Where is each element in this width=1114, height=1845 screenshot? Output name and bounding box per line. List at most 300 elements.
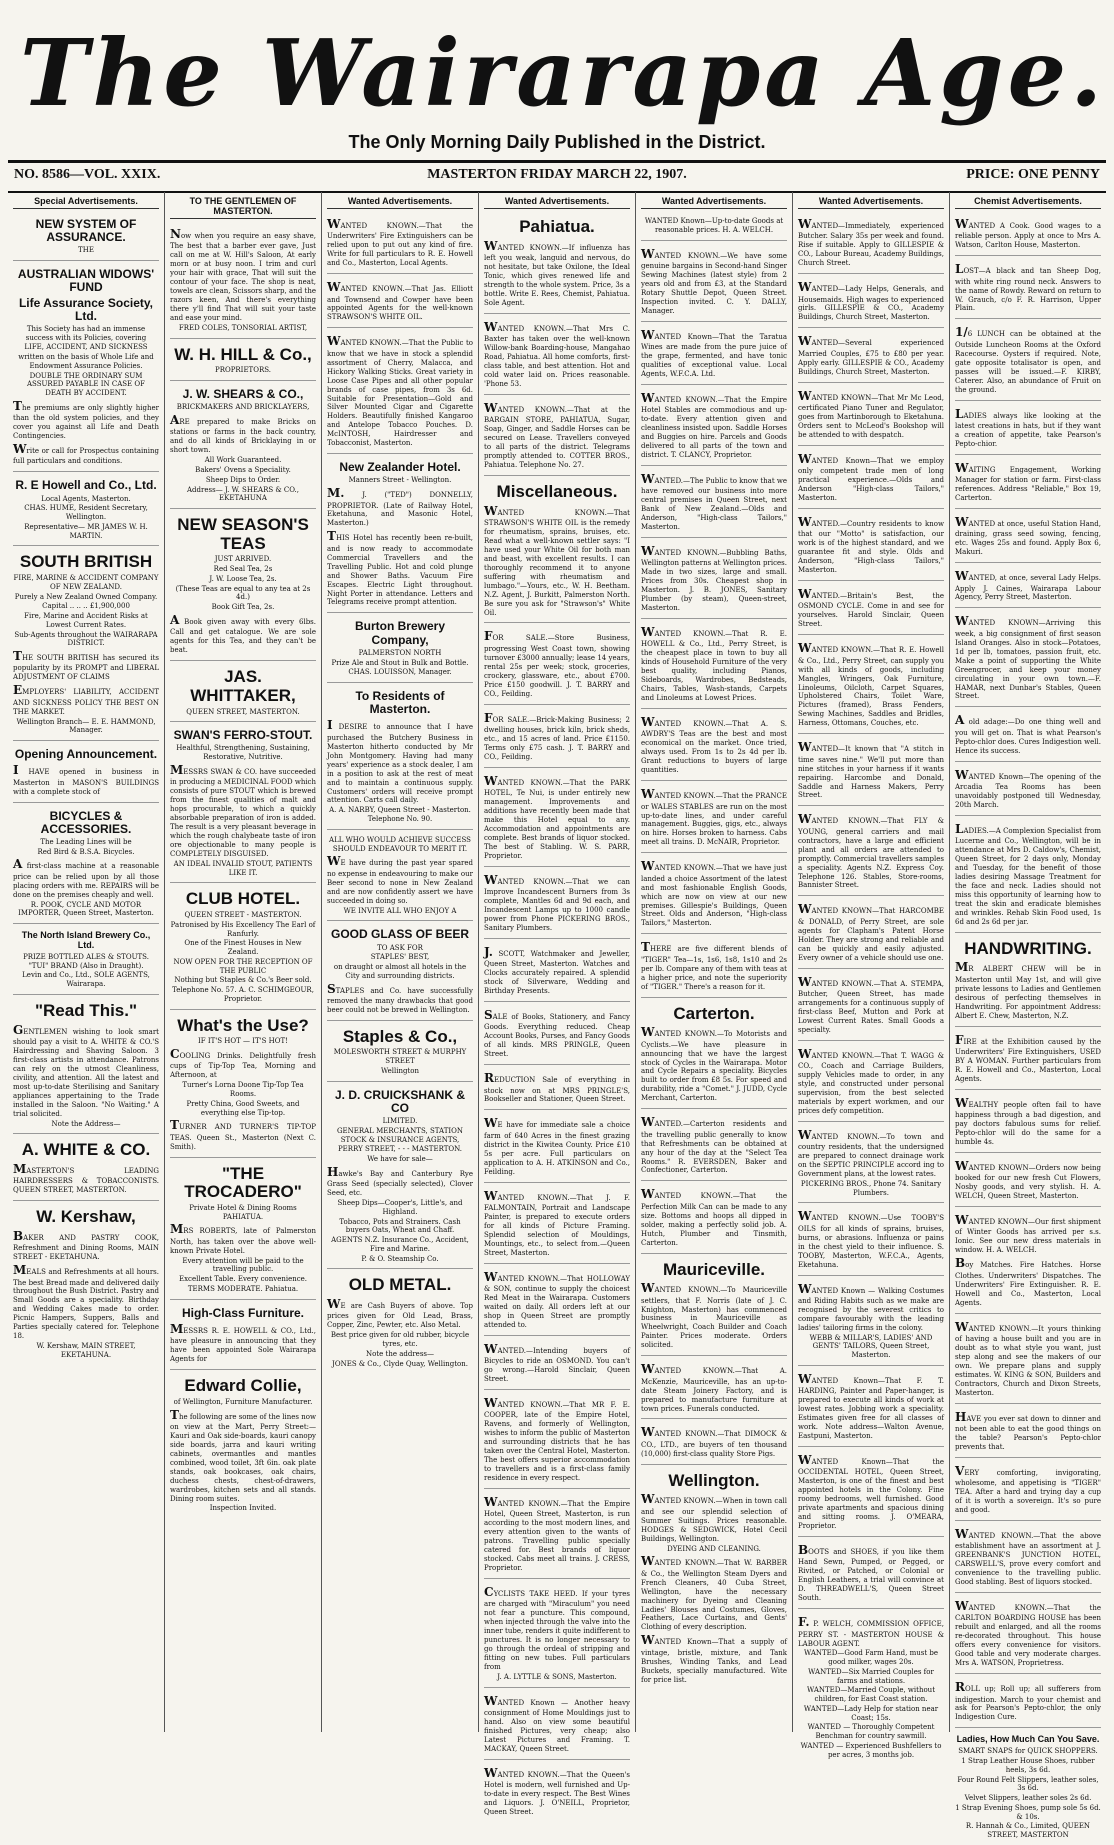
issue-number: NO. 8586—VOL. XXIX. [14, 167, 161, 182]
advertisement [170, 663, 316, 722]
advertisement-text: Patronised by His Excellency The Earl of Ranfurly. [170, 920, 316, 938]
advertisement [170, 511, 316, 661]
advertisement [484, 1067, 630, 1110]
advertisement-text: WANTED Known—The opening of the Arcadia Tea Rooms has been unavoidably postponed till Wednesday, 20th March. [955, 767, 1101, 809]
advertisement-text: WANTED KNOWN.—That the above establishment have an assortment at J. GREENBANK'S JUNCTION HOTEL, CARSWELL'S, prove every comfort and convenience to the travelling public. Good stabling. Best of liquors stocked. [955, 1526, 1101, 1587]
advertisement-text: Boy Matches. Fire Hatches. Horse Clothes. Underwriters' Dispatches. The Underwriters' Fire Extinguisher. R. E. Howell and Co., Masterton, Local Agents. [955, 1256, 1101, 1307]
advertisement-text: WANTED KNOWN.—That MR F. E. COOPER, late of the Empire Hotel, Ravens, and formerly of Wellington, wishes to inform the public of Masterton and surrounding districts that he has taken over the Central Hotel, Masterton. The best offers superior accommodation to travellers and is a first-class family residence in every respect. [484, 1395, 630, 1482]
advertisement-text: WANTED—Good Farm Hand, must be good milker, wages 20s. [803, 1649, 939, 1667]
advertisement-text: The Leading Lines will be [40, 837, 132, 846]
advertisement-text: WANTED.—Intending buyers of Bicycles to ride an OSMOND. You can't go wrong.—Harold Sinclair, Queen Street. [484, 1341, 630, 1384]
advertisement [641, 387, 787, 466]
advertisement [641, 1256, 787, 1357]
advertisement-text: WANTED KNOWN.—When in town call and see our splendid selection of Summer Suitings. Prices reasonable. HODGES & SEDGWICK, Hotel Cecil Buildings, Wellington. [641, 1492, 787, 1543]
advertisement-text: All Work Guaranteed. [204, 456, 282, 465]
advertisement [798, 385, 944, 446]
advertisement-text: WANTED—Married Couple, without children, for East Coast station. [806, 1686, 936, 1704]
advertisement-text: PICKERING BROS., Phone 74. Sanitary Plumbers. [800, 1179, 942, 1197]
advertisement-text: WANTED KNOWN—Orders now being booked for our new fresh Cut Flowers, Nosby goods, and very stylish. H. A. WELCH, Queen Street, Masterton. [955, 1158, 1101, 1201]
advertisement-text: J. W. Loose Tea, 2s. [209, 574, 277, 583]
advertisement [798, 898, 944, 968]
advertisement-text: Pretty China, Good Sweets, and everything else Tip-top. [186, 1099, 300, 1117]
advertisement-headline: GOOD GLASS OF BEER [330, 927, 469, 942]
advertisement [484, 1112, 630, 1182]
advertisement [955, 1523, 1101, 1593]
advertisement-headline: NEW SEASON'S TEAS [177, 515, 309, 553]
advertisement [798, 448, 944, 509]
advertisement-text: WANTED KNOWN.—That the CARLTON BOARDING HOUSE has been rebuilt and enlarged, and all the rooms re-decorated throughout. This house offers every convenience for visitors. Good table and very moderate charges. Mrs A. WATSON, Proprietress. [955, 1599, 1101, 1668]
advertisement-columns [8, 192, 1106, 1839]
advertisement-text: MEALS and Refreshments at all hours. The best Bread made and delivered daily throughout the Bush District. Pastry and Small Goods are a speciality. Birthday and Wedding Cakes made to order. Picnic Hampers, Suppers, Balls and Parties specially catered for. Telephone 18. [13, 1263, 159, 1341]
column-6 [793, 192, 950, 1759]
advertisement-text: F. P. WELCH, COMMISSION OFFICE, PERRY ST. - MASTERTON HOUSE & LABOUR AGENT. [798, 1615, 944, 1648]
advertisement [327, 456, 473, 613]
advertisement [798, 736, 944, 806]
advertisement [327, 276, 473, 328]
advertisement-text: Fire, Marine and Accident Risks at Lowest Current Rates. [24, 612, 148, 629]
advertisement-text: WANTED — Thoroughly Competent Benchman for country sawmill. [807, 1723, 935, 1741]
advertisement-text: WANTED KNOWN.—To Motorists and Cyclists.—We have pleasure in announcing that we have the largest stock of Cycles in the Wairarapa. Motor and Cycle Repairs a speciality. Bicycles built to order from £8 5s. For speed and durability, ride a "Comet." J. JUDD, Cycle Merchant, Carterton. [641, 1025, 787, 1103]
advertisement-text: A old adage:—Do one thing well and you will get on. That is what Pearson's Pepto-chlor does. Cures Indigestion well. Hence its success. [955, 713, 1101, 755]
advertisement [955, 1595, 1101, 1674]
advertisement-text: P. & O. Steamship Co. [361, 1254, 439, 1263]
advertisement-text: Representative— MR JAMES W. H. MARTIN. [24, 522, 148, 540]
advertisement-text: THIS Hotel has recently been re-built, and is now ready to accommodate Commercial Travellers and the Travelling Public. Hot and cold plunge and Shower Baths. Vacuum Fire Escapes. Electric Light throughout. Night Porter in attendance. Letters and Telegrams receive prompt attention. [327, 529, 473, 607]
advertisement [955, 1406, 1101, 1458]
advertisement-text: COOLING Drinks. Delightfully fresh cups of Tip-Top Tea, Morning and Afternoon, at [170, 1047, 316, 1080]
advertisement [641, 1183, 787, 1253]
advertisement-text: WANTED KNOWN.—That we have just landed a choice Assortment of the latest and most fashionable English Goods, which are now on view at our new premises. Gillespie's Buildings, Queen Street. Olds and Anderson, "High-class Tailors," Masterton. [641, 859, 787, 928]
advertisement [484, 1762, 630, 1822]
column-1 [8, 192, 165, 1732]
advertisement-text: ROLL up; Roll up; all sufferers from indigestion. March to your chemist and ask for Pearson's Pepto-chlor, the only Indigestion Cure. [955, 1680, 1101, 1722]
advertisement-text: Velvet Slippers, leather soles 2s 6d. [964, 1794, 1092, 1802]
advertisement-headline: SWAN'S FERRO-STOUT. [173, 728, 313, 743]
advertisement-text: Sub-Agents throughout the WAIRARAPA DISTRICT. [14, 630, 158, 648]
advertisement-text: WANTED KNOWN.—That R. E. HOWELL & Co., Ltd., Perry Street, is the cheapest place in town to buy all kinds of Household Furniture of the very best quality, including Pianos, Sideboards, Wardrobes, Bedsteads, Chairs, Tables, Wash-stands, Carpets and Linoleums at Lowest Prices. [641, 625, 787, 703]
advertisement-headline: What's the Use? [177, 1015, 309, 1035]
advertisement-text: WEBB & MILLAR'S, LADIES' AND GENTS' TAILORS, Queen Street, Masterton. [809, 1333, 933, 1360]
advertisement-text: WANTED—Lady Helps, Generals, and Housemaids. High wages to experienced girls. GILLESPIE & CO., Academy Buildings, Church Street, Masterton. [798, 280, 944, 322]
advertisement-text: AN IDEAL INVALID STOUT, PATIENTS LIKE IT. [173, 859, 313, 877]
advertisement-text: WEALTHY people often fail to have happiness through a bad digestion, and pay doctors fabulous sums for relief. Pepto-chlor will do the same for a humble 4s. [955, 1095, 1101, 1146]
advertisement [798, 637, 944, 734]
advertisement-headline: The North Island Brewery Co., Ltd. [21, 930, 151, 950]
advertisement [327, 213, 473, 274]
advertisement-text: WE INVITE ALL WHO ENJOY A [343, 906, 457, 915]
advertisement-text: Best price given for old rubber, bicycle tyres, etc. [330, 1331, 470, 1349]
advertisement-text: WANTED KNOWN.—That STRAWSON'S WHITE OIL is the remedy for rheumatism, sprains, bruises, etc. Read what a well-known settler says: "I have used your White Oil for both man and beast, with excellent results. I can thoroughly recommend it to anyone suffering with rheumatism and lumbago."—Yours, etc., W. H. Beetham. N.Z. Agent, J. Burkitt, Palmerston North. Be sure you ask for "Strawson's" White Oil. [484, 503, 630, 617]
column-4 [479, 192, 636, 1817]
advertisement-text: LIMITED. [382, 1117, 418, 1126]
advertisement-text: WAITING Engagement, Working Manager for station or farm. First-class references. Address "Reliable," Box 19, Carterton. [955, 460, 1101, 502]
advertisement [484, 397, 630, 476]
advertisement-text: WANTED Known—That F. T. HARDING, Painter and Paper-hanger, is prepared to execute all kinds of work at lowest rates. Jobbing work a speciality. Estimates given free for all classes of work. Note address—Walton Avenue, Eastpuni, Masterton. [798, 1371, 944, 1441]
advertisement-text: WANTED KNOWN—Our first shipment of Winter Goods has arrived per s.s. Ionic. See our new dress materials in window. H. A. WELCH. [955, 1213, 1101, 1255]
tagline: The Only Morning Daily Published in the District. [348, 132, 766, 152]
advertisement-text: W. Kershaw, MAIN STREET, EKETAHUNA. [36, 1342, 136, 1359]
advertisement-text: WANTED KNOWN.—Use TOOBY'S OILS for all kinds of sprains, bruises, burns, or abrasions. Influenza or pains in the chest yield to their influence. S. TOOBY, Masterton, W.F.C.A., Agents, Eketahuna. [798, 1209, 944, 1269]
advertisement [798, 1124, 944, 1204]
advertisement-text: Now when you require an easy shave, The best that a barber ever gave, Just call on me at W. Hill's Saloon, At early morn or at busy noon. I trim and curl your hair with grace, That will suit the contour of your face. The shop is neat, towels are clean, Scissors sharp, and the razors keen, And there's everything there y'll find That will suit your taste and ease your mind. [170, 227, 316, 322]
advertisement-headline: A. WHITE & CO. [21, 1140, 151, 1160]
advertisement-text: LADIES.—A Complexion Specialist from Lucerne and Co., Wellington, will be in attendance at Mrs D. Caldow's, Chemist, Queen Street, for 2 days only, Monday and Tuesday, for the benefit of those ladies desiring Massage Treatment for the face and neck. Ladies should not miss this opportunity of learning how to treat the skin and eradicate blemishes and wrinkles. Rehab Skin Food used, 1s 6d and 2s 6d per jar. [955, 821, 1101, 926]
advertisement-text: A. A. NARBY, Queen Street - Masterton. Telephone No. 90. [329, 806, 471, 824]
advertisement-text: WANTED KNOWN—That Mr Mc Leod, certificated Piano Tuner and Regulator, goes from Martinborough to Eketahuna. Orders sent to McLeod's Bookshop will be attended to with despatch. [798, 388, 944, 439]
advertisement-headline: To Residents of Masterton. [355, 689, 445, 717]
advertisement [955, 610, 1101, 707]
advertisement-text: R. POOK, CYCLE AND MOTOR IMPORTER, Queen Street, Masterton. [18, 900, 154, 918]
advertisement-text: J. SCOTT, Watchmaker and Jeweller, Queen Street, Masterton. Watches and Clocks accurately repaired. A splendid stock of Silverware, Wedding and Birthday Presents. [484, 944, 630, 996]
advertisement [641, 936, 787, 997]
advertisement-text: TO ASK FOR [377, 943, 423, 952]
advertisement [484, 1491, 630, 1579]
advertisement [484, 1690, 630, 1760]
advertisement [641, 621, 787, 709]
advertisement [798, 1611, 944, 1764]
advertisement-text: WANTED.—The Public to know that we have removed our business into more central premises in Queen Street, next Bank of New Zealand.—Olds and Anderson, "High-class Tailors," Masterton. [641, 471, 787, 531]
advertisement-text: WANTED KNOWN.—That DIMOCK & CO., LTD., are buyers of ten thousand (10,000) first-class quality Store Pigs. [641, 1425, 787, 1458]
advertisement-text: WANTED KNOWN.—That the Underwriters' Fire Extinguishers can be relied upon to put out any kind of fire. Write for full particulars to R. E. Howell and Co., Masterton, Local Agents. [327, 217, 473, 268]
advertisement [798, 1205, 944, 1275]
advertisement [484, 1004, 630, 1065]
advertisement-text: written on the basis of Whole Life and Endowment Assurance Policies. [18, 353, 154, 370]
advertisement-text: WANTED KNOWN.—That the Public to know that we have in stock a splendid assortment of Cherry, Malacca, and Hickory Walking Sticks. Great variety in Loose Case Pipes and all other popular brands of case pipes, from 3s 6d. Suitable for Presentation—Gold and Silver Mounted Cigar and Cigarette Holders. Beautifully finished Kangaroo and Antelope Tobacco Pouches. D. McINTOSH, Hairdresser and Tobacconist, Masterton. [327, 334, 473, 448]
advertisement-text: AGENTS N.Z. Insurance Co., Accident, Fire and Marine. [331, 1236, 469, 1253]
advertisement-text: SMART SNAPS for QUICK SHOPPERS. [958, 1747, 1098, 1756]
advertisement-subheadline: Life Assurance Society, Ltd. [18, 295, 154, 323]
advertisement-text: FIRE, MARINE & ACCIDENT COMPANY OF NEW ZEALAND. [13, 574, 159, 591]
advertisement [484, 316, 630, 395]
advertisement-text: PERRY STREET, - - - MASTERTON. [337, 1145, 463, 1154]
advertisement [327, 923, 473, 1020]
advertisement-text: WANTED KNOWN—Arriving this week, a big consignment of first season Island Oranges. Also in stock—Potatoes, 1d per lb, tomatoes, passion fruit, etc. Make a point of supporting the White Greengrocer, and keep your money circulating in your own town.—F. HAMAR, next Dunbar's Stables, Queen Street. [955, 614, 1101, 701]
advertisement [955, 1209, 1101, 1313]
advertisement [955, 1730, 1101, 1844]
advertisement-text: WE are Cash Buyers of above. Top prices given for Old Lead, Brass, Copper, Zinc, Pewter, etc. Also Metal. [327, 1297, 473, 1330]
column-header: Chemist Advertisements. [955, 196, 1101, 209]
advertisement-text: WANTED at once, useful Station Hand, draining, grass seed sowing, fencing, etc. Wages 25s and found. Apply Box 6, Makuri. [955, 514, 1101, 557]
advertisement-text: Wellington Branch— E. E. HAMMOND, Manager. [16, 717, 156, 735]
advertisement-text: WANTED KNOWN.—That Jas. Elliott and Townsend and Cowper have been appointed Agents for the well-known STRAWSON'S WHITE OIL. [327, 280, 473, 322]
advertisement [955, 1316, 1101, 1404]
column-header: TO THE GENTLEMEN OF MASTERTON. [170, 196, 316, 219]
advertisement-text: STAPLES' BEST, [370, 953, 430, 962]
advertisement-text: THERE are five different blends of "TIGER" Tea—1s, 1s6, 1s8, 1s10 and 2s per lb. Compare any of them with teas at a higher price, and note the superiority of "TIGER." There's a reason for it. [641, 940, 787, 991]
advertisement [13, 213, 159, 261]
advertisement [13, 1136, 159, 1201]
advertisement [955, 258, 1101, 319]
advertisement [955, 321, 1101, 400]
advertisement [13, 997, 159, 1134]
advertisement [955, 764, 1101, 816]
column-header: Wanted Advertisements. [798, 196, 944, 209]
advertisement-text: WANTED—Six Married Couples for farms and stations. [808, 1667, 934, 1685]
advertisement-text: We have for sale— [367, 1155, 433, 1164]
advertisement-text: BRICKMAKERS AND BRICKLAYERS, [176, 403, 310, 412]
advertisement-headline: Miscellaneous. [496, 481, 618, 501]
advertisement [484, 625, 630, 704]
advertisement-text: The premiums are only slightly higher than the old system policies, and they cover you against all Life and Death Contingencies. [13, 398, 159, 441]
advertisement [798, 1539, 944, 1609]
advertisement-text: WANTED Known—Up-to-date Goods at reasonable prices. H. A. WELCH. [644, 217, 784, 234]
advertisement [484, 478, 630, 624]
advertisement-text: WANTED Known—That a supply of vintage, bristle, mixture, and Tank Brushes, Winding Tanks, and Lead Buckets, specially manufactured. Wite for price list. [641, 1633, 787, 1684]
advertisement-text: WANTED KNOWN.—That A. S. AWDRY'S Teas are the best and most economical on the market. Once tried, always used. From 1s to 2s 4d per lb. Grant reductions to buyers of large quantities. [641, 715, 787, 775]
advertisement-headline: W. Kershaw, [36, 1207, 136, 1227]
advertisement-text: WANTED KNOWN.—That A. McKenzie, Mauriceville, has an up-to-date Steam Joinery Factory, and is prepared to manufacture furniture at town prices. Funerals conducted. [641, 1362, 787, 1413]
advertisement-text: TURNER AND TURNER'S TIP-TOP TEAS. Queen St., Masterton (Next C. Smith). [170, 1118, 316, 1151]
advertisement-text: CHAS. LOUISSON, Manager. [348, 668, 452, 677]
advertisement-text: MRS ROBERTS, late of Palmerston North, has taken over the above well-known Private Hotel. [170, 1222, 316, 1255]
advertisement-text: WANTED KNOWN.—That we can Improve Incandescent Burners from 3s complete, Mantles 6d and 9d each, and Incandescent Lamps up to 1000 candle power from Phone PICKERING BROS., Sanitary Plumbers. [484, 872, 630, 932]
advertisement-text: JUST ARRIVED. [214, 555, 272, 564]
advertisement-text: 1/6 LUNCH can be obtained at the Outside Luncheon Rooms at the Oxford Racecourse. Oysters if required. Note, gate opposite totalisator is open, and passes will be issued.—F. KIRBY, Caterer. Also, an abundance of Fruit on the ground. [955, 325, 1101, 394]
advertisement-text: A Book given away with every 6lbs. Call and get catalogue. We are sole agents for this Tea, and they can't be beat. [170, 612, 316, 655]
advertisement [955, 565, 1101, 608]
advertisement [955, 1029, 1101, 1090]
advertisement-text: I HAVE opened in business in Masterton in MASON'S BUILDINGS with a complete stock of [13, 763, 159, 796]
advertisement-text: LADIES always like looking at the latest creations in hats, but if they want a creation of appetite, take Pearson's Pepto-chior. [955, 406, 1101, 448]
advertisement-text: Turner's Lorna Doone Tip-Top Tea Rooms. [182, 1081, 304, 1099]
advertisement-text: Healthful, Strengthening, Sustaining, Restorative, Nutritive. [176, 744, 310, 762]
advertisement [641, 213, 787, 241]
advertisement [484, 1266, 630, 1336]
advertisement-text: WANTED KNOWN.—That the PARK HOTEL, Te Nui, is under entirely new management. Improvements and additions have recently been made that make this Hotel equal to any. Accommodation and appointments are complete. Best brands of liquor stocked. The best of Stabling. W. S. PARR, Proprietor. [484, 773, 630, 860]
advertisement-text: Tobacco, Pots and Strainers. Cash buyers Oats, Wheat and Chaff. [339, 1217, 461, 1235]
advertisement-headline: Opening Announcement. [14, 747, 158, 762]
advertisement-text: This Society has had an immense success with its Policies, covering [25, 324, 147, 342]
advertisement-text: TERMS MODERATE. Pahiatua. [187, 1284, 299, 1293]
advertisement-headline: "Read This." [34, 1000, 138, 1020]
advertisement-text: WANTED KNOWN.—It yours thinking of having a house built and you are in doubt as to what style you want, just step along and see the makers of our own. We prepare plans and supply estimates. W. KING & SON, Builders and Contractors, Church and Dixon Streets, Masterton. [955, 1319, 1101, 1397]
advertisement-text: Local Agents, Masterton. [41, 494, 131, 503]
advertisement-text: WANTED Known—That the OCCIDENTAL HOTEL, Queen Street, Masterton, is one of the finest and best appointed hotels in the Colony. Fine roomy bedrooms, well furnished. Good private apartments and spacious dining and sitting rooms. J. O'MEARA, Proprietor. [798, 1453, 944, 1531]
advertisement [798, 808, 944, 896]
issue-date: MASTERTON FRIDAY MARCH 22, 1907. [427, 167, 687, 182]
advertisement-headline: NEW SYSTEM OF ASSURANCE. [35, 217, 137, 245]
advertisement [170, 1372, 316, 1518]
advertisement-text: WANTED KNOWN.—That at the BARGAIN STORE, PAHIATUA, Sugar, Soap, Ginger, and Saddle Horses can be secured on Lease. Travellers conveyed to all parts of the district. Telegrams promptly attended to. COTTER BROS., Pahiatua. Telephone No. 27. [484, 400, 630, 469]
advertisement-text: Levin and Co., Ltd., SOLE AGENTS, Wairarapa. [22, 971, 150, 989]
advertisement [484, 770, 630, 867]
advertisement [170, 341, 316, 381]
advertisement-text: FRED COLES, TONSORIAL ARTIST, [178, 323, 308, 332]
advertisement-text: WANTED KNOWN.—That J. F. FALMONTAIN, Portrait and Landscape Painter, is prepared to execute orders for all kinds of Picture Framing. Splendid selection of Mouldings, Mountings, etc., to select from.—Queen Street, Masterton. [484, 1188, 630, 1257]
advertisement-text: Book Gift Tea, 2s. [211, 603, 275, 612]
advertisement-text: One of the Finest Houses in New Zealand. [184, 939, 302, 957]
advertisement-text: I DESIRE to announce that I have purchased the Butchery Business in Masterton hitherto conducted by Mr John Montgomery. Having had many years' experience as a stock dealer, I am in a position to ask at the rest of meat and to maintain a continuous supply. Customers' orders will receive prompt attention. Carts call daily. [327, 718, 473, 805]
advertisement-text: WANTED Known—That the Taratua Wines are made from the pure juice of the grape, fermented, and have tonic qualities of exceptional value. Local Agents, W.F.C.A. Ltd. [641, 327, 787, 378]
advertisement-text: WANTED.—Carterton residents and the travelling public generally to know that Refreshments can be obtained at any hour of the day at the "Select Tea Rooms." R. EVERSDEN, Baker and Confectioner, Carterton. [641, 1115, 787, 1175]
advertisement-text: M. J. ("TED") DONNELLY, PROPRIETOR. (Late of Railway Hotel, Eketahuna, and Masonic Hotel, Masterton.) [327, 486, 473, 528]
advertisement-text: QUEEN STREET - MASTERTON. [184, 911, 302, 920]
advertisement-text: JONES & Co., Clyde Quay, Wellington. [332, 1359, 468, 1368]
advertisement-text: Red Bird & B.S.A. Bicycles. [37, 847, 135, 856]
issue-price: PRICE: ONE PENNY [966, 167, 1100, 182]
advertisement-text: Write or call for Prospectus containing full particulars and conditions. [13, 442, 159, 466]
column-2 [165, 192, 322, 1732]
advertisement-headline: High-Class Furniture. [181, 1305, 304, 1320]
advertisement [13, 474, 159, 546]
advertisement-text: WANTED Known—That we employ only competent trade men of long practical experience.—Olds and Anderson "High-class Tailors," Masterton. [798, 451, 944, 502]
advertisement-headline: J. D. CRUICKSHANK & CO [334, 1087, 465, 1115]
advertisement [641, 783, 787, 853]
dateline [8, 160, 1106, 193]
advertisement-headline: SOUTH BRITISH [19, 552, 153, 572]
advertisement-headline: Mauriceville. [662, 1259, 766, 1279]
advertisement [641, 711, 787, 781]
advertisement-text: WANTED KNOWN—That HARCOMBE & DONALD, of Perry Street, are sole agents for Clapham's Patent Horse Holder. They are strong and reliable and can be quickly and easily adjusted. Every owner of a vehicle should use one. [798, 902, 944, 962]
advertisement [484, 941, 630, 1002]
advertisement-text: CHAS. HUME, Resident Secretary, Wellington. [24, 504, 148, 522]
advertisement-text: Manners Street - Wellington. [348, 476, 452, 485]
advertisement-text: WANTED KNOWN.—That A. STEMPA, Butcher, Queen Street, has made arrangements for a continuous supply of first-class Beef, Mutton and Pork at Lowest Current Rates. Small Goods a specialty. [798, 974, 944, 1034]
advertisement-text: CYCLISTS TAKE HEED. If your tyres are charged with "Miraculum" you need not fear a puncture. This compound, when injected through the valve into the inner tube, renders it quite indifferent to punctures. It is no longer necessary to go through the ordeal of stripping and fitting on new tubes. Full particulars from [484, 1584, 630, 1672]
advertisement-text: 1 Strap Evening Shoes, pump sole 5s 6d. & 10s. [955, 1803, 1101, 1821]
advertisement [798, 1278, 944, 1366]
advertisement-text: THE [78, 246, 94, 255]
advertisement-headline: Staples & Co., [342, 1026, 458, 1046]
advertisement-text: WANTED KNOWN.—That the PRANCE or WALES STABLES are run on the most up-to-date lines, and under careful management. Buggies, gigs, etc., always on hire. Horses broken to harness. Cabs meet all trains. D. McNAIR, Proprietor. [641, 787, 787, 847]
column-7 [950, 192, 1106, 1839]
advertisement [13, 926, 159, 995]
advertisement-text: NOW OPEN FOR THE RECEPTION OF THE PUBLIC [173, 957, 313, 975]
advertisement [327, 615, 473, 683]
advertisement-text: DYEING AND CLEANING. [667, 1544, 761, 1553]
advertisement [955, 457, 1101, 509]
advertisement-text: Nothing but Staples & Co.'s Beer sold. [174, 976, 312, 985]
advertisement-text: HAVE you ever sat down to dinner and not been able to eat the good things on the table? Pearson's Pepto-chlor prevents that. [955, 1409, 1101, 1451]
advertisement [798, 330, 944, 382]
advertisement-text: 1 Strap Leather House Shoes, rubber heels, 3s 6d. [961, 1757, 1095, 1774]
advertisement-text: WANTED KNOWN.—That the Empire Hotel, Queen Street, Masterton, is run according to the most modern lines, and every attention given to the wants of patrons. Travelling public specially catered for. Best brands of liquor stocked. Cabs meet all trains. J. CRESS, Proprietor. [484, 1494, 630, 1573]
advertisement [170, 1302, 316, 1370]
advertisement-headline: New Zealander Hotel. [339, 460, 461, 475]
advertisement-text: WANTED KNOWN.—That FLY & YOUNG, general carriers and mail contractors, have a large and efficient plant and all orders are attended to promptly. Commercial travellers samples a speciality. Agents N.Z. Express Coy. Telephone 126. Stables, Store-rooms, Bannister Street. [798, 812, 944, 890]
advertisement [798, 213, 944, 274]
advertisement-headline: Edward Collie, [184, 1376, 302, 1396]
advertisement [13, 805, 159, 925]
advertisement-text: WANTED—Lady Help for station near Coast; 15s. [803, 1704, 939, 1722]
advertisement [641, 1000, 787, 1110]
advertisement [641, 540, 787, 619]
advertisement [798, 276, 944, 328]
advertisement-headline: AUSTRALIAN WIDOWS' FUND [17, 267, 155, 295]
advertisement [641, 243, 787, 322]
advertisement-text: WANTED KNOWN.—That the Empire Hotel Stables are commodious and up-to-date. Every attention given and cleanliness insisted upon. Saddle Horses and Buggies on hire. Parcels and Goods delivered to all parts of the town and district. T. CLANCY, Proprietor. [641, 390, 787, 459]
advertisement-text: Four Round Felt Slippers, leather soles, 3s 6d. [957, 1775, 1099, 1793]
advertisement [798, 971, 944, 1041]
advertisement-text: PALMERSTON NORTH [358, 648, 442, 657]
advertisement [170, 724, 316, 883]
column-header: Wanted Advertisements. [484, 196, 630, 209]
advertisement [13, 743, 159, 802]
advertisement [484, 869, 630, 939]
advertisement-text: WANTED KNOWN.—That T. WAGG & CO., Coach and Carriage Builders, supply Vehicles made to order, in any style, and constructed under personal supervision, from the best selected materials by expert workmen, and our prices defy competition. [798, 1046, 944, 1115]
advertisement-text: EMPLOYERS' LIABILITY, ACCIDENT AND SICKNESS POLICY THE BEST ON THE MARKET. [13, 683, 159, 716]
advertisement-text: SALE of Books, Stationery, and Fancy Goods. Everything reduced. Cheap Account Books, Purses, and Fancy Goods of all kinds. MRS PRINGLE, Queen Street. [484, 1007, 631, 1059]
advertisement [955, 1676, 1101, 1728]
advertisement-text: WANTED — Experienced Bushfellers to per acres, 3 months job. [800, 1741, 942, 1759]
advertisement [955, 1155, 1101, 1207]
advertisement-text: WANTED KNOWN.—To Mauriceville settlers, that F. Norris (late of J. C. Knighton, Masterton) has commenced business in Mauriceville as Wheelwright, Coach Builder and Coach Painter. Prices moderate. Orders solicited. [641, 1281, 787, 1350]
advertisement [170, 885, 316, 1009]
advertisement-text: WANTED KNOWN.—We have some genuine bargains in Second-hand Singer Sewing Machines (latest style) from 2 years old and from £3, at the Standard Rotary Shuttle Depot, Queen Street. Inspection invited. C. Y. DALLY, Manager. [641, 246, 787, 315]
advertisement [484, 1392, 630, 1489]
advertisement-headline: CLUB HOTEL. [185, 889, 301, 909]
advertisement-text: WANTED KNOWN.—That the Perfection Milk Can can be made to any size. Bottoms and hoops all dipped in solder, making a perfectly solid job. A. Hutch, Plumber and Tinsmith, Carterton. [641, 1187, 787, 1247]
advertisement-text: WANTED.—Britain's Best, the OSMOND CYCLE. Come in and see for yourselves. Harold Sinclair, Queen Street. [798, 587, 944, 629]
advertisement [798, 1043, 944, 1122]
advertisement-text: Hawke's Bay and Canterbury Rye Grass Seed (specially selected), Clover Seed, etc. [327, 1164, 473, 1198]
advertisement-text: REDUCTION Sale of everything in stock now on at MRS PRINGLE'S, Bookseller and Stationer, Queen Street. [484, 1071, 630, 1104]
advertisement-text: ARE prepared to make Bricks on stations or farms in the back country, and do all kinds of Bricklaying in or short town. [170, 413, 316, 455]
advertisement-text: WANTED KNOWN.—If influenza has left you weak, languid and nervous, do not hesitate, but take Oxilone, the Ideal Tonic, which gives renewed life and strength to the whole system. Price, 3s a bottle. Write E. Rees, Chemist, Pahiatua. Sole Agent. [484, 238, 630, 307]
advertisement-text: WANTED KNOWN.—That HOLLOWAY & SON, continue to supply the choicest Red Meat in the Wairarapa. Customers waited on daily. All orders left at our shop in Queen Street are promptly attended to. [484, 1269, 630, 1329]
advertisement-headline: R. E Howell and Co., Ltd. [15, 478, 157, 493]
advertisement-text: Address— J. W. SHEARS & CO., EKETAHUNA [187, 485, 299, 503]
advertisement-text: (These Teas are equal to any tea at 2s 4d.) [175, 584, 311, 602]
advertisement [484, 1581, 630, 1688]
advertisement-headline: Carterton. [673, 1003, 755, 1023]
advertisement-headline: "THE TROCADERO" [184, 1163, 302, 1202]
advertisement [955, 511, 1101, 563]
advertisement-text: WANTED KNOWN.—That R. E. Howell & Co., Ltd., Perry Street, can supply you with all kinds of goods, including Mangles, Wringers, Oak Furniture, Linoleums, Oilcloth, Carpet Squares, Upholstered Chairs, Toilet Ware, Pictures (framed), Brass Fenders, Sewing Machines, Saddles and Bridles, Harness, Ottomans, Couches, etc. [798, 641, 944, 728]
advertisement-text: Excellent Table. Every convenience. [178, 1275, 308, 1284]
advertisement-headline: Burton Brewery Company, [354, 619, 446, 647]
advertisement-headline: Ladies, How Much Can You Save. [956, 1734, 1100, 1745]
advertisement [170, 1160, 316, 1300]
advertisement-text: WANTED KNOWN.—That the Queen's Hotel is modern, well furnished and Up-to-date in every respect. The Best Wines and Liquors. J. O'NEILL, Proprietor, Queen Street. [484, 1765, 630, 1817]
advertisement [955, 935, 1101, 1027]
advertisement-text: BOOTS and SHOES, if you like them Hand Sewn, Pumped, or Pegged, or Rivited, or Patched, or Colonial or English Leathers, a trial will convince at D. THREADWELL'S, Queen Street South. [798, 1543, 944, 1603]
column-header: Wanted Advertisements. [327, 196, 473, 209]
advertisement-text: ALL WHO WOULD ACHIEVE SUCCESS SHOULD ENDEAVOUR TO MERIT IT. [329, 835, 471, 853]
advertisement-text: WE have for immediate sale a choice farm of 640 Acres in the finest grazing district in the Kiwitea County. Price £10 5s per acre. Full particulars on application to A. H. ATKINSON and Co., Feilding. [484, 1116, 630, 1176]
advertisement-text: WANTED, at once, several Lady Helps. Apply J. Caines, Wairarapa Labour Agency, Perry Street, Masterton. [955, 569, 1101, 602]
advertisement-text: MR ALBERT CHEW will be in Masterton until May 1st, and will give private lessons to Ladies and Gentlemen desirous of perfecting themselves in Handwriting. For appointment Address: Albert E. Chew, Masterton, N.Z. [955, 960, 1101, 1020]
advertisement-text: Red Seal Tea, 2s [213, 565, 273, 574]
advertisement-text: STAPLES and Co. have successfully removed the many drawbacks that good beer could not be brewed in Wellington. [327, 981, 473, 1014]
advertisement [327, 1271, 473, 1373]
advertisement-headline: Wellington. [668, 1470, 760, 1490]
advertisement [955, 818, 1101, 933]
advertisement-text: Sheep Dips to Order. [205, 475, 281, 484]
column-header: Wanted Advertisements. [641, 196, 787, 209]
advertisement [798, 1368, 944, 1447]
advertisement-headline: J. W. SHEARS & CO., [182, 387, 304, 402]
advertisement [641, 1111, 787, 1181]
advertisement-text: MESSRS R. E. HOWELL & CO., Ltd., have pleasure in announcing that they have been appointed Sole Wairarapa Agents for [170, 1321, 316, 1364]
advertisement [641, 468, 787, 538]
advertisement-text: R. Hannah & Co., Limited, QUEEN STREET, MASTERTON [965, 1822, 1091, 1839]
advertisement-headline: JAS. WHITTAKER, [190, 667, 296, 705]
advertisement-text: Capital .. .. .. £1,900,000 [42, 602, 130, 611]
advertisement [641, 324, 787, 385]
advertisement-headline: Pahiatua. [519, 217, 595, 236]
advertisement-text: WANTED Known — Another heavy consignment of Home Mouldings just to hand. Also on view some beautiful finished Pictures, very cheap; also Latest Pictures and Framing. T. MACKAY, Queen Street. [484, 1693, 630, 1753]
advertisement-text: A first-class machine at a reasonable price can be relied upon by all those placing orders with me. REPAIRS will be done on the premises cheaply and well. [13, 857, 159, 899]
advertisement [641, 1467, 787, 1690]
advertisement-text: The following are some of the lines now on view at the Mart, Perry Street:—Kauri and Oak side-boards, kauri canopy side boards, jarra and kauri writing cabinets, overmantles and mantles combined, wood toilet, 3ft 6in. oak plate stands, oak bookcases, oak chairs, duchess chests, chest-of-drawers, wardrobes, kitchen sets and all stands. Dining room suites. [170, 1407, 316, 1503]
advertisement-text: VERY comforting, invigorating, wholesome, and appetising is "TIGER" TEA. After a hard and trying day a cup of it is worth a sovereign. It's so pure and good. [955, 1463, 1101, 1514]
advertisement [955, 1460, 1101, 1521]
advertisement-text: Prize Ale and Stout in Bulk and Bottle. [331, 658, 469, 667]
column-5 [636, 192, 793, 1732]
advertisement-text: Telephone No. 57. A. C. SCHIMGEOUR, Proprietor. [172, 986, 314, 1003]
advertisement-text: WANTED—Immediately, experienced Butcher. Salary 35s per week and found. Rise if suitable. Apply to GILLESPIE & CO., Labour Bureau, Academy Buildings, Church Street. [798, 217, 944, 268]
